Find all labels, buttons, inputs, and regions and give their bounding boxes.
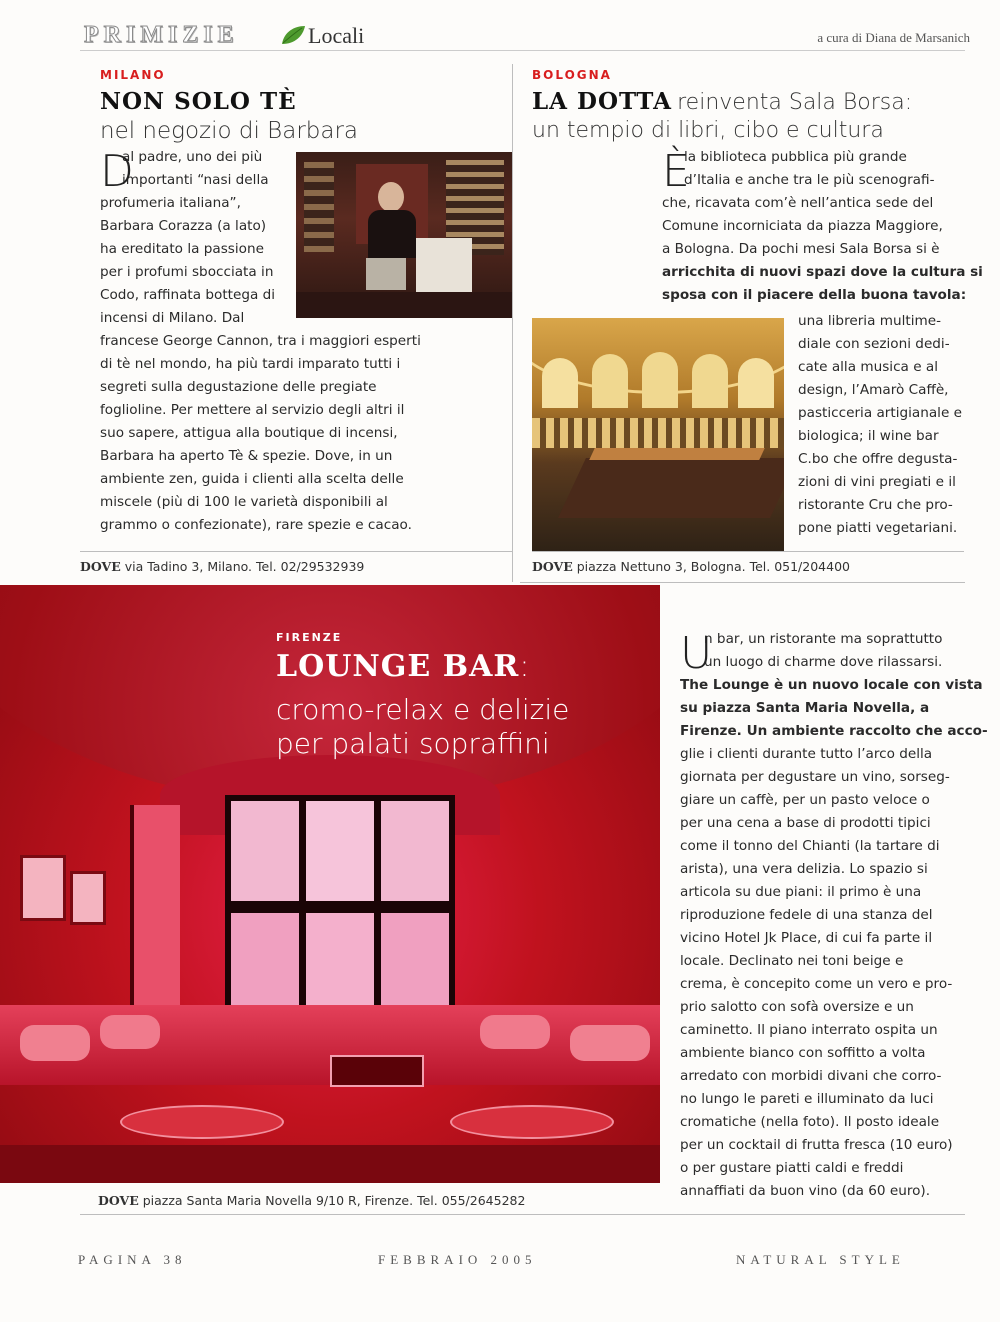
text-line: riproduzione fedele di una stanza del [680,907,933,923]
firenze-dove [98,1193,525,1208]
text-line: profumeria italiana”, [100,195,241,211]
text-line: locale. Declinato nei toni beige e [680,953,904,969]
text-line: diale con sezioni dedi- [798,336,950,352]
text-line: importanti “nasi della [122,172,269,188]
text-line: foglioline. Per mettere al servizio degli altri il [100,402,405,418]
text-line: su piazza Santa Maria Novella, a [680,700,930,716]
text-line: prio salotto con sofà oversize e un [680,999,914,1015]
firenze-article-body [680,628,988,1203]
title-colon: : [519,649,530,684]
dropcap: U [680,628,713,679]
text-line: la biblioteca pubblica più grande [684,149,907,165]
sala-borsa-photo [532,318,784,552]
text-line: Firenze. Un ambiente raccolto che acco- [680,723,988,739]
credit-line: a cura di Diana de Marsanich [817,30,970,45]
text-line: sposa con il piacere della buona tavola: [662,287,967,303]
text-line: miscele (più di 100 le varietà disponibili al [100,494,388,510]
footer-magazine: NATURAL STYLE [736,1252,905,1267]
text-line: per i profumi sbocciata in [100,264,274,280]
subsection-name: Locali [308,23,365,48]
header-rule [80,50,965,51]
text-line: no lungo le pareti e illuminato da luci [680,1091,934,1107]
text-line: al padre, uno dei più [122,149,263,165]
dove-text: via Tadino 3, Milano. Tel. 02/29532939 [124,559,365,574]
city-label: FIRENZE [276,631,343,644]
milano-article [100,64,512,544]
text-line: suo sapere, attigua alla boutique di incensi, [100,425,398,441]
city-label: BOLOGNA [532,68,612,82]
text-line: annaffiati da buon vino (da 60 euro). [680,1183,931,1199]
section-name: PRIMIZIE [84,22,239,48]
text-line: cromatiche (nella foto). Il posto ideale [680,1114,940,1130]
dove-label: DOVE [80,559,121,574]
text-line: ambiente zen, guida i clienti alla scelta delle [100,471,404,487]
title-bold: LA DOTTA [532,88,673,115]
text-line: arredato con morbidi divani che corro- [680,1068,942,1084]
text-line: Codo, raffinata bottega di [100,287,276,303]
city-label: MILANO [100,68,166,82]
window-grid [225,795,455,1020]
title-light: reinventa Sala Borsa: [677,90,913,115]
lines-full [100,330,512,537]
article-title [276,649,529,684]
text-line: cate alla musica e al [798,359,938,375]
text-line: d’Italia e anche tra le più scenografi- [684,172,935,188]
mid-rule [520,582,965,583]
text-line: articola su due piani: il primo è una [680,884,922,900]
text-line: come il tonno del Chianti (la tartare di [680,838,940,854]
text-line: pasticceria artigianale e [798,405,963,421]
text-line: caminetto. Il piano interrato ospita un [680,1022,938,1038]
dropcap: D [100,146,134,197]
article-title: NON SOLO TÈ [100,88,297,115]
article-body-side [798,310,970,540]
firenze-dove-rule [80,1214,965,1215]
dove-text: piazza Santa Maria Novella 9/10 R, Firenze. Tel. 055/2645282 [142,1193,526,1208]
text-line: giornata per degustare un vino, sorseg- [680,769,950,785]
text-line: un luogo di charme dove rilassarsi. [704,654,943,670]
lounge-photo [0,585,660,1183]
lines-beside-photo [798,310,970,540]
text-line: Comune incorniciata da piazza Maggiore, [662,218,943,234]
text-line: ambiente bianco con soffitto a volta [680,1045,926,1061]
bologna-dove [532,559,850,574]
article-body [100,146,512,537]
text-line: ristorante Cru che pro- [798,497,953,513]
text-line: una libreria multime- [798,313,941,329]
text-line: crema, è concepito come un vero e pro- [680,976,953,992]
subtitle-line-1: cromo-relax e delizie [276,693,570,726]
bologna-dove-rule [532,551,964,552]
text-line: arricchita di nuovi spazi dove la cultura si [662,264,983,280]
firenze-lines [680,628,988,1203]
milano-dove [80,559,364,574]
dove-text: piazza Nettuno 3, Bologna. Tel. 051/204400 [576,559,850,574]
text-line: grammo o confezionate), rare spezie e cacao. [100,517,412,533]
text-line: biologica; il wine bar [798,428,939,444]
text-line: vicino Hotel Jk Place, di cui fa parte il [680,930,933,946]
text-line: design, l’Amarò Caffè, [798,382,949,398]
title-bold: LOUNGE BAR [276,649,520,684]
text-line: incensi di Milano. Dal [100,310,245,326]
section-header [80,22,970,50]
text-line: segreti sulla degustazione delle pregiate [100,379,377,395]
text-line: che, ricavata com’è nell’antica sede del [662,195,934,211]
text-line: francese George Cannon, tra i maggiori esperti [100,333,421,349]
dropcap: È [662,146,690,197]
text-line: glie i clienti durante tutto l’arco della [680,746,933,762]
article-body-top [662,146,983,307]
dove-label: DOVE [532,559,573,574]
text-line: Barbara ha aperto Tè & spezie. Dove, in un [100,448,393,464]
text-line: pone piatti vegetariani. [798,520,958,536]
text-line: per una cena a base di prodotti tipici [680,815,931,831]
footer-page: PAGINA 38 [78,1252,187,1267]
text-line: Barbara Corazza (a lato) [100,218,267,234]
article-subtitle: nel negozio di Barbara [100,118,359,144]
lines-top [662,146,983,307]
text-line: giare un caffè, per un pasto veloce o [680,792,930,808]
article-subtitle: un tempio di libri, cibo e cultura [532,118,884,143]
text-line: C.bo che offre degusta- [798,451,958,467]
text-line: a Bologna. Da pochi mesi Sala Borsa si è [662,241,940,257]
text-line: n bar, un ristorante ma soprattutto [704,631,943,647]
dove-label: DOVE [98,1193,139,1208]
leaf-icon [280,24,306,46]
text-line: per un cocktail di frutta fresca (10 euro) [680,1137,953,1153]
text-line: arista), una vera delizia. Lo spazio si [680,861,928,877]
text-line: ha ereditato la passione [100,241,264,257]
milano-dove-rule [80,551,512,552]
text-line: The Lounge è un nuovo locale con vista [680,677,983,693]
subtitle-line-2: per palati sopraffini [276,727,550,760]
article-title [532,88,912,115]
text-line: zioni di vini pregiati e il [798,474,956,490]
bologna-article [532,64,983,544]
text-line: di tè nel mondo, ha più tardi imparato tutti i [100,356,401,372]
column-divider [512,64,513,582]
text-line: o per gustare piatti caldi e freddi [680,1160,904,1176]
footer-date: FEBBRAIO 2005 [378,1252,537,1267]
